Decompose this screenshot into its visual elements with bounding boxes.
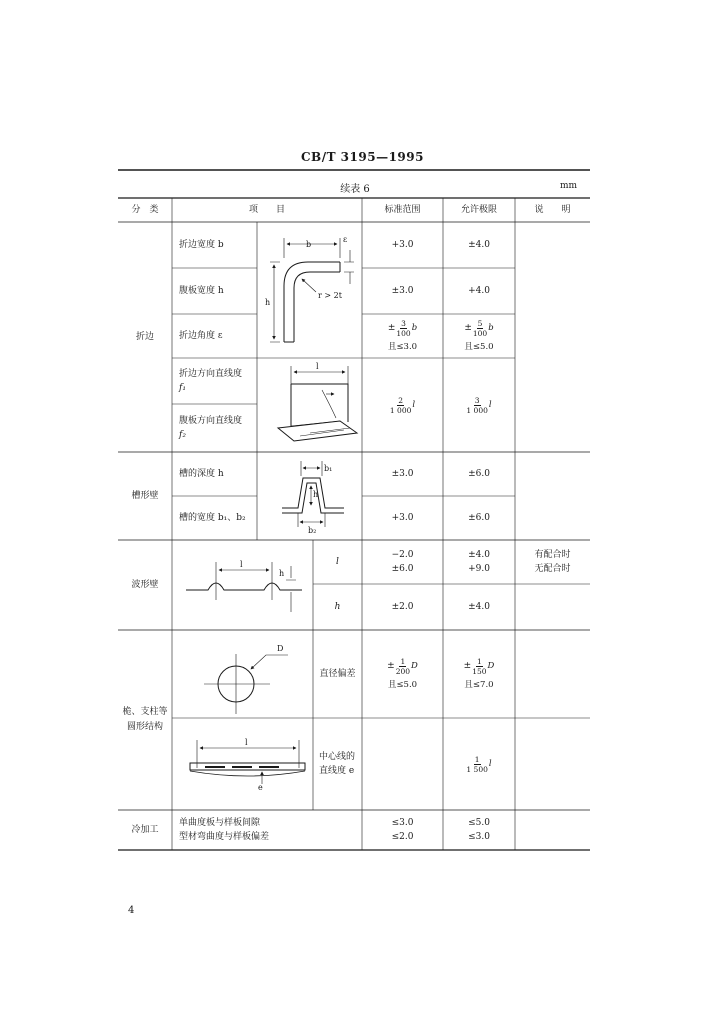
fig-label-wave-l: l — [240, 560, 243, 569]
standard-value: +3.0 — [391, 513, 414, 523]
fig-label-l: l — [316, 362, 319, 371]
numerator: 3 — [474, 395, 480, 405]
fig-label-b1: b₁ — [324, 464, 333, 473]
category-line: 桅、支柱等 — [122, 707, 168, 717]
standard-value: +3.0 — [391, 240, 414, 250]
fraction-expression — [464, 657, 495, 676]
sign: ± — [463, 661, 472, 671]
fig-label-d: D — [277, 644, 284, 653]
fraction — [472, 657, 486, 676]
table-title: 续表 6 — [340, 184, 370, 195]
item-text: 折边方向直线度 — [179, 369, 243, 379]
value-line: −2.0 — [391, 550, 414, 560]
variable: D — [487, 661, 495, 671]
fig-label-b: b — [306, 240, 312, 249]
allowable-value — [443, 314, 515, 358]
bent-plate-figure — [270, 238, 354, 342]
value-line: +9.0 — [468, 564, 490, 574]
fraction-expression — [466, 755, 491, 774]
standard-value — [362, 358, 443, 452]
item-cold-working — [172, 810, 362, 850]
note-line: 无配合时 — [534, 564, 571, 574]
item-text: 腹板方向直线度 — [179, 416, 243, 426]
allowable-value: +4.0 — [468, 286, 490, 296]
standard-value: ±2.0 — [391, 602, 414, 612]
numerator: 5 — [477, 318, 483, 328]
fig-label-wave-h: h — [279, 569, 285, 578]
allowable-value: ±4.0 — [468, 602, 490, 612]
item-wave-pitch: l — [336, 557, 339, 567]
variable: l — [488, 400, 492, 410]
col-header-category: 分 类 — [131, 205, 159, 215]
value-line: ±6.0 — [391, 564, 414, 574]
item-centerline-straightness — [313, 718, 362, 810]
variable: l — [412, 400, 416, 410]
sign: ± — [387, 661, 395, 671]
fraction-expression — [388, 319, 417, 338]
numerator: 1 — [476, 656, 482, 666]
standard-value — [362, 810, 443, 850]
denominator: 150 — [472, 666, 487, 676]
item-web-straightness — [172, 404, 257, 452]
allowable-value — [443, 358, 515, 452]
item-web-width: 腹板宽度 h — [179, 286, 224, 296]
variable: b — [411, 323, 418, 333]
wave-figure — [186, 562, 302, 612]
denominator: 1 000 — [466, 405, 488, 415]
denominator: 1 000 — [389, 405, 412, 415]
allowable-value — [443, 810, 515, 850]
sign: ± — [464, 323, 472, 333]
standard-value: ±3.0 — [391, 469, 414, 479]
numerator: 1 — [474, 754, 480, 764]
variable: b — [488, 323, 494, 333]
item-flange-width: 折边宽度 b — [179, 240, 224, 250]
limit-text: 且≤5.0 — [464, 341, 494, 352]
fraction-expression — [387, 657, 418, 676]
fraction — [390, 396, 411, 415]
allowable-value: ±6.0 — [468, 469, 490, 479]
item-wave-height: h — [334, 602, 341, 612]
denominator: 200 — [395, 666, 411, 676]
page-number: 4 — [128, 905, 135, 916]
note-value — [515, 540, 590, 584]
col-header-item: 项 目 — [248, 205, 285, 215]
fraction — [466, 396, 487, 415]
fraction-expression — [390, 396, 415, 415]
category-flange: 折边 — [135, 331, 154, 342]
limit-text: 且≤3.0 — [387, 341, 418, 352]
fraction-expression — [466, 396, 491, 415]
col-header-allowable: 允许极限 — [460, 205, 497, 215]
limit-text: 且≤5.0 — [387, 679, 418, 690]
fig-label-bar-l: l — [245, 738, 248, 747]
denominator: 1 500 — [466, 764, 488, 774]
col-header-standard: 标准范围 — [384, 205, 421, 215]
standard-value — [362, 314, 443, 358]
standard-number: CB/T 3195—1995 — [301, 150, 424, 164]
value-line: ±4.0 — [468, 550, 490, 560]
item-line: 单曲度板与样板间隙 — [179, 818, 261, 828]
item-groove-depth: 槽的深度 h — [179, 469, 224, 479]
fraction — [466, 755, 487, 774]
value-line: ≤2.0 — [391, 832, 414, 842]
allowable-value: ±6.0 — [468, 513, 490, 523]
item-groove-width: 槽的宽度 b₁、b₂ — [179, 513, 246, 523]
standard-value — [362, 540, 443, 584]
angle-straightness-figure — [278, 366, 357, 441]
standard-value — [362, 630, 443, 718]
denominator: 100 — [396, 328, 411, 338]
allowable-value — [443, 630, 515, 718]
numerator: 3 — [401, 318, 406, 328]
numerator: 2 — [398, 395, 404, 405]
sign: ± — [387, 323, 396, 333]
circle-figure — [204, 654, 288, 714]
numerator: 1 — [400, 656, 406, 666]
fraction — [396, 657, 410, 676]
fig-label-h: h — [265, 298, 271, 307]
denominator: 100 — [472, 328, 488, 338]
fraction-expression — [464, 319, 493, 338]
item-line: 中心线的 — [319, 752, 356, 762]
unit-label: mm — [560, 181, 578, 191]
category-cold-working: 冷加工 — [131, 824, 159, 835]
category-line: 圆形结构 — [126, 722, 163, 732]
note-line: 有配合时 — [534, 550, 571, 560]
category-channel: 槽形壁 — [131, 490, 159, 501]
category-corrugated: 波形壁 — [131, 579, 159, 590]
value-line: ≤3.0 — [468, 832, 490, 842]
value-line: ≤5.0 — [468, 818, 490, 828]
item-diameter-deviation: 直径偏差 — [319, 669, 356, 679]
fig-label-bar-e: e — [258, 783, 263, 792]
fraction — [396, 319, 410, 338]
limit-text: 且≤7.0 — [464, 679, 494, 690]
item-symbol: f₂ — [179, 430, 186, 440]
col-header-note: 说 明 — [534, 205, 571, 215]
fig-label-groove-h: h — [313, 490, 319, 499]
variable: l — [488, 759, 492, 769]
value-line: ≤3.0 — [391, 818, 414, 828]
item-line: 直线度 e — [319, 766, 355, 776]
allowable-value: ±4.0 — [468, 240, 490, 250]
allowable-value — [443, 540, 515, 584]
item-line: 型材弯曲度与样板偏差 — [179, 832, 270, 842]
fig-label-b2: b₂ — [308, 526, 317, 535]
item-symbol: f₁ — [179, 383, 186, 393]
standard-value: ±3.0 — [391, 286, 414, 296]
fig-label-radius: r > 2t — [318, 291, 342, 300]
variable: D — [411, 661, 418, 671]
fraction — [473, 319, 487, 338]
item-flange-straightness — [172, 358, 257, 404]
category-round-structure — [118, 630, 172, 810]
item-flange-angle: 折边角度 ε — [179, 331, 223, 341]
fig-label-epsilon: ε — [343, 235, 348, 244]
allowable-value — [443, 718, 515, 810]
